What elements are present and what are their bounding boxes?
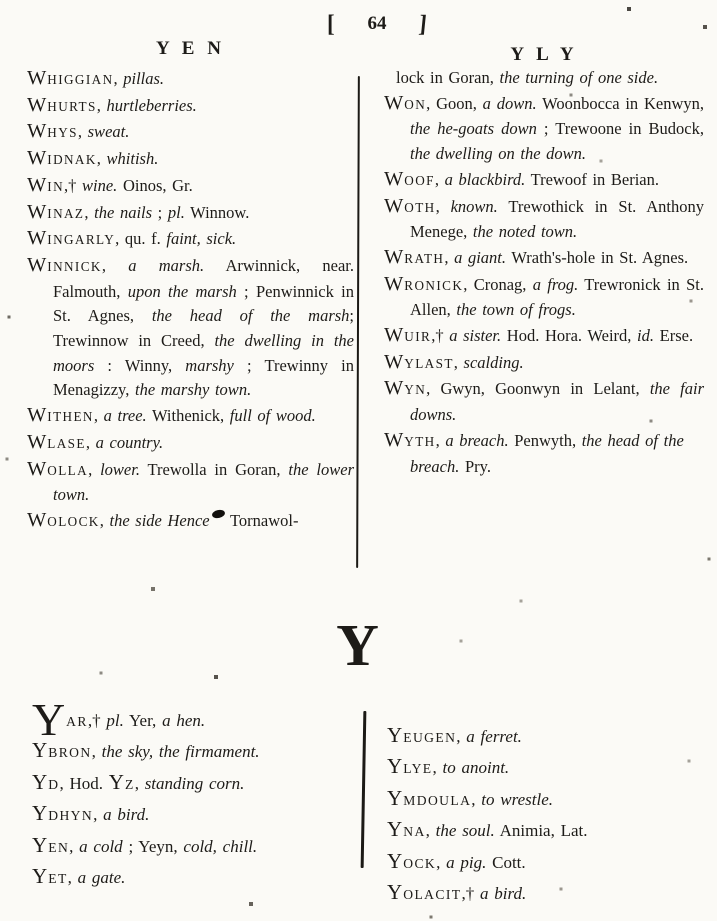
dictionary-entry — [32, 862, 354, 893]
text-roman: Woonbocca in Kenwyn, — [536, 93, 704, 113]
page-number-bracket-right: ] — [418, 10, 429, 37]
text-roman: , — [88, 459, 101, 479]
definition-italic: a tree. — [103, 406, 147, 426]
definition-italic: upon the marsh — [127, 281, 237, 301]
text-roman: ; — [152, 202, 168, 222]
text-roman: , — [436, 852, 447, 872]
definition-italic: to wrestle. — [481, 789, 553, 809]
headword-smallcaps: MDOULA — [403, 792, 472, 808]
text-roman: Tornawol- — [224, 510, 299, 530]
dictionary-entry — [387, 847, 689, 878]
headword-smallcaps: YTH — [404, 433, 436, 449]
dictionary-entry — [27, 200, 354, 227]
headword-initial: W — [384, 350, 405, 373]
definition-italic: a ferret. — [466, 727, 522, 746]
definition-italic: pillas. — [123, 69, 165, 88]
headword-smallcaps: ON — [404, 96, 427, 112]
text-roman: Trewoof in Berian. — [525, 169, 660, 189]
text-roman: Penwyth, — [508, 430, 582, 450]
text-roman: ,† — [87, 711, 107, 730]
headword-smallcaps: LYE — [403, 761, 433, 777]
definition-italic: a marsh. — [128, 255, 205, 275]
text-roman: , — [471, 789, 482, 809]
headword-initial: Y — [108, 769, 125, 794]
text-roman: , — [435, 196, 451, 216]
text-roman: Withenick, — [146, 406, 230, 426]
text-roman: ,† — [461, 884, 480, 904]
definition-italic: a pig. — [446, 852, 487, 872]
text-roman: , — [456, 727, 467, 746]
dictionary-column-top-left — [27, 66, 354, 535]
text-roman: ; Trewoone in Budock, — [536, 119, 704, 139]
headword-initial: Y — [32, 769, 49, 794]
definition-italic: a breach. — [445, 430, 509, 450]
text-roman: , Cronag, — [463, 274, 533, 294]
definition-italic: cold, chill. — [183, 836, 258, 856]
definition-italic: the soul. — [435, 821, 495, 841]
headword-initial: W — [27, 457, 48, 480]
headword-initial: Y — [32, 738, 49, 763]
headword-smallcaps: IN — [47, 178, 65, 194]
dictionary-entry — [384, 245, 704, 272]
text-roman: , — [96, 95, 107, 115]
definition-italic: full of wood. — [229, 406, 316, 426]
text-roman: , — [69, 836, 80, 856]
definition-italic: the marshy town. — [134, 380, 252, 400]
ink-blot-icon — [211, 509, 225, 520]
text-roman: , — [77, 122, 88, 142]
definition-italic: a blackbird. — [444, 169, 526, 189]
dictionary-entry — [384, 272, 704, 323]
headword-initial: Y — [387, 848, 404, 873]
column-divider-top — [356, 76, 360, 568]
text-roman: , — [434, 169, 445, 189]
dictionary-column-top-right — [384, 66, 704, 479]
headword-initial: W — [27, 200, 48, 223]
headword-initial: Y — [32, 864, 49, 889]
headword-initial: Y — [387, 723, 404, 747]
headword-initial: W — [384, 428, 405, 451]
headword-initial: W — [27, 253, 48, 276]
headword-initial: Y — [387, 817, 404, 842]
dictionary-entry — [27, 253, 354, 403]
text-roman: , — [134, 773, 145, 793]
text-roman: , — [453, 352, 464, 372]
dictionary-entry — [387, 878, 689, 909]
dictionary-entry — [384, 66, 704, 91]
text-roman: , Hod. — [59, 773, 109, 793]
dictionary-entry — [384, 91, 704, 167]
text-roman: Hod. Hora. Weird, — [501, 326, 638, 346]
text-roman: , — [444, 247, 455, 267]
text-roman: , — [84, 202, 95, 222]
dictionary-entry — [387, 721, 689, 752]
text-roman: , — [101, 255, 129, 275]
dictionary-entry — [387, 784, 689, 815]
headword-initial: Y — [32, 801, 49, 826]
definition-italic: the head of the breach. — [410, 430, 684, 476]
dictionary-entry — [27, 173, 354, 200]
text-roman: Cott. — [486, 852, 526, 872]
text-roman: , — [93, 805, 104, 825]
headword-smallcaps: EUGEN — [403, 730, 457, 745]
definition-italic: a down. — [482, 93, 537, 113]
headword-smallcaps: LASE — [47, 435, 86, 451]
definition-italic: the turning of one side. — [499, 68, 659, 87]
definition-italic: Hence — [167, 510, 210, 530]
headword-smallcaps: IDNAK — [47, 152, 97, 168]
headword-smallcaps: OLACIT — [403, 887, 462, 903]
dictionary-entry — [32, 831, 354, 862]
text-roman: Animia, Lat. — [494, 821, 588, 841]
headword-smallcaps: BRON — [48, 745, 92, 761]
definition-italic: known. — [450, 196, 498, 216]
headword-initial: Y — [387, 880, 404, 905]
headword-smallcaps: RATH — [404, 250, 445, 266]
headword-initial: W — [384, 377, 405, 400]
page-number-bracket-left: [ — [327, 10, 335, 37]
dictionary-entry — [384, 428, 704, 479]
text-roman: , — [425, 821, 436, 841]
headword-smallcaps: YN — [404, 382, 427, 398]
text-roman: , Goon, — [426, 93, 483, 113]
text-roman: ; Trewinnow in Creed, — [53, 306, 355, 351]
dictionary-entry — [387, 815, 689, 846]
text-roman: , Gwyn, Goonwyn in Lelant, — [426, 379, 650, 399]
dictionary-entry — [27, 146, 354, 173]
definition-italic: wine. — [82, 175, 118, 195]
headword-smallcaps: UIR — [404, 329, 432, 345]
headword-smallcaps: ITHEN — [47, 409, 94, 425]
definition-italic: the sky, the firmament. — [101, 742, 260, 762]
text-roman: , — [113, 69, 124, 88]
text-roman: Erse. — [654, 326, 694, 346]
headword-initial: W — [384, 91, 405, 114]
headword-smallcaps: INGARLY — [47, 232, 116, 248]
text-roman: Winnow. — [184, 202, 250, 222]
definition-italic: the dwelling on the down. — [410, 144, 587, 164]
dictionary-entry — [384, 376, 704, 427]
definition-italic: a gate. — [77, 868, 126, 888]
headword-initial: W — [384, 245, 405, 268]
headword-smallcaps: HURTS — [47, 98, 97, 114]
text-roman: Oinos, Gr. — [117, 175, 193, 195]
definition-italic: a giant. — [454, 247, 507, 267]
headword-initial: W — [27, 430, 48, 453]
definition-italic: the nails — [94, 202, 153, 222]
headword-initial: Y — [387, 785, 404, 810]
definition-italic: sweat. — [87, 122, 130, 142]
headword-initial: W — [27, 67, 48, 89]
text-roman: , — [432, 758, 443, 778]
dictionary-entry — [32, 799, 354, 830]
headword-smallcaps: OTH — [404, 199, 436, 215]
headword-initial: W — [384, 167, 405, 190]
headword-smallcaps: DHYN — [48, 808, 94, 824]
definition-italic: the side — [109, 510, 162, 530]
section-drop-cap: Y — [32, 694, 67, 745]
headword-initial: Y — [387, 754, 404, 779]
scan-noise-speckles — [0, 0, 2, 2]
dictionary-entry — [27, 226, 354, 253]
running-head-left: Y E N — [156, 38, 225, 59]
text-roman: , — [93, 406, 104, 426]
definition-italic: pl. — [167, 202, 185, 222]
headword-smallcaps: OLOCK — [47, 513, 100, 529]
headword-initial: W — [27, 147, 48, 170]
dictionary-entry — [27, 119, 354, 146]
headword-smallcaps: HYS — [47, 125, 78, 141]
text-roman: , — [435, 430, 446, 450]
column-divider-bottom — [361, 711, 367, 868]
headword-smallcaps: NA — [403, 824, 426, 840]
page-number — [327, 11, 427, 37]
page-number-value: 64 — [367, 13, 387, 34]
headword-initial: W — [27, 404, 48, 427]
headword-smallcaps: OCK — [403, 855, 437, 871]
text-roman: ; Penwinnick in St. Agnes, — [53, 281, 355, 326]
headword-smallcaps: ET — [48, 871, 68, 887]
text-roman: Yer, — [123, 711, 163, 730]
text-roman: Arwinnick, near. Falmouth, — [53, 255, 355, 301]
definition-italic: lower. — [100, 459, 140, 479]
definition-italic: the dwelling in the moors — [53, 331, 355, 375]
text-roman: , qu. f. — [115, 229, 167, 249]
dictionary-entry — [27, 403, 354, 430]
definition-italic: the he-goats down — [410, 119, 537, 139]
headword-initial: W — [27, 508, 48, 531]
definition-italic: pl. — [106, 711, 124, 730]
definition-italic: scalding. — [463, 352, 524, 372]
text-roman: : Winny, — [94, 355, 186, 375]
text-roman: Trewronick in St. Allen, — [410, 274, 704, 320]
headword-initial: W — [27, 120, 48, 143]
text-roman: , — [85, 432, 96, 452]
definition-italic: a bird. — [103, 805, 150, 825]
definition-italic: whitish. — [106, 149, 159, 169]
headword-smallcaps: OOF — [404, 172, 435, 188]
headword-initial: W — [27, 173, 48, 196]
definition-italic: a cold — [79, 836, 123, 856]
headword-initial: W — [27, 227, 48, 250]
headword-smallcaps: INNICK — [47, 258, 102, 274]
dictionary-entry — [27, 508, 354, 535]
headword-initial: W — [384, 194, 405, 217]
definition-italic: a bird. — [479, 884, 527, 904]
headword-smallcaps: EN — [48, 839, 70, 855]
dictionary-column-bottom-left — [32, 694, 354, 893]
text-roman: ; Trewinny in Menagizzy, — [53, 355, 355, 400]
definition-italic: id. — [637, 326, 655, 346]
definition-italic: a frog. — [532, 274, 579, 294]
dictionary-entry — [27, 93, 354, 120]
dictionary-entry — [27, 66, 354, 93]
definition-italic: the noted town. — [472, 222, 578, 242]
headword-smallcaps: OLLA — [47, 462, 89, 478]
dictionary-column-bottom-right — [387, 721, 689, 909]
definition-italic: the head of the marsh — [151, 306, 350, 326]
definition-italic: a sister. — [449, 326, 502, 346]
definition-italic: a country. — [95, 432, 164, 452]
running-head-right: Y L Y — [510, 44, 578, 65]
headword-initial: Y — [32, 832, 49, 857]
text-roman: ,† — [64, 175, 83, 195]
text-roman: , — [99, 510, 110, 530]
definition-italic: the town of frogs. — [456, 300, 576, 320]
dictionary-entry — [27, 457, 354, 508]
definition-italic: faint, sick. — [166, 229, 237, 249]
dictionary-entry — [32, 768, 354, 799]
text-roman: , — [96, 149, 107, 169]
headword-initial: W — [384, 324, 405, 347]
text-roman: , — [91, 742, 102, 762]
text-roman: ; Yeyn, — [122, 836, 184, 856]
section-initial-letter: Y — [336, 612, 381, 678]
definition-italic: to anoint. — [442, 758, 510, 778]
headword-initial: W — [27, 93, 48, 116]
definition-italic: marshy — [185, 355, 234, 375]
text-roman: ,† — [431, 326, 450, 346]
headword-smallcaps: HIGGIAN — [47, 72, 114, 87]
headword-smallcaps: AR — [66, 714, 88, 729]
headword-initial: W — [384, 272, 405, 295]
dictionary-entry — [387, 752, 689, 783]
dictionary-entry — [384, 323, 704, 350]
headword-smallcaps: Z — [124, 776, 135, 792]
headword-smallcaps: RONICK — [404, 277, 464, 293]
dictionary-entry — [27, 430, 354, 457]
headword-smallcaps: INAZ — [47, 205, 85, 221]
dictionary-entry — [32, 694, 354, 745]
definition-italic: the lower town. — [53, 459, 354, 505]
dictionary-entry — [384, 167, 704, 194]
text-roman: lock in Goran, — [396, 68, 500, 87]
text-roman: Trewothick in St. Anthony Menege, — [410, 196, 704, 242]
definition-italic: hurtleberries. — [106, 95, 197, 115]
text-roman: , — [67, 868, 78, 888]
dictionary-entry — [32, 736, 354, 767]
headword-smallcaps: D — [48, 776, 60, 792]
text-roman: Wrath's-hole in St. Agnes. — [506, 247, 689, 267]
text-roman: Pry. — [459, 456, 491, 476]
headword-smallcaps: YLAST — [404, 355, 454, 371]
dictionary-entry — [384, 194, 704, 245]
dictionary-entry — [384, 350, 704, 377]
definition-italic: the fair downs. — [410, 379, 704, 425]
definition-italic: standing corn. — [144, 773, 245, 793]
text-roman: Trewolla in Goran, — [139, 459, 289, 479]
definition-italic: a hen. — [162, 711, 206, 730]
